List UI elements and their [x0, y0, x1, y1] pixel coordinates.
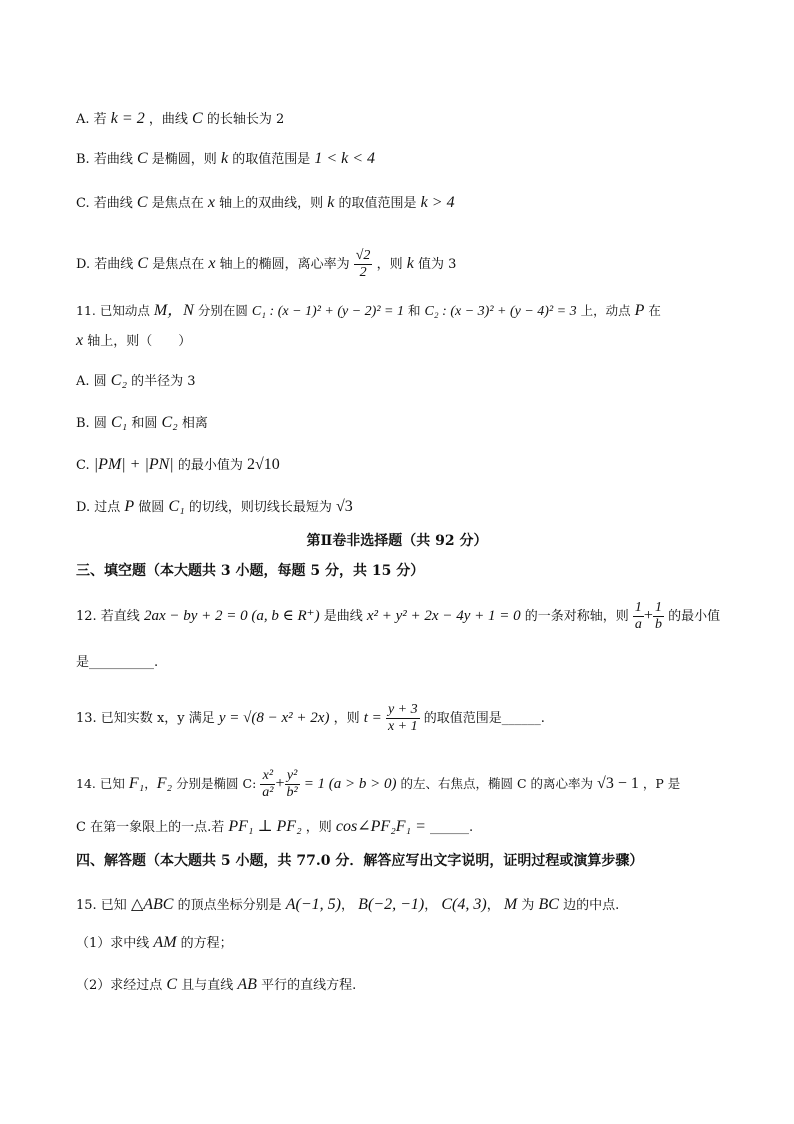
option-d-text3: ，则 — [376, 257, 403, 272]
option-a-text1: ，曲线 — [148, 112, 188, 127]
section-3-title: 三、填空题（本大题共 3 小题，每题 5 分，共 15 分） — [76, 563, 425, 579]
q11-b-math2: C₂ — [161, 414, 178, 431]
option-b-label: B. 若曲线 — [76, 152, 133, 167]
q14-text5: ，则 — [305, 820, 332, 835]
q14-frac-y — [285, 768, 300, 801]
option-c — [76, 194, 455, 213]
q15-part1 — [76, 934, 233, 953]
option-a-math-c: C — [192, 110, 203, 127]
q14-frac1-num: x² — [260, 768, 275, 785]
q11-text1: 分别在圆 — [197, 303, 248, 318]
q15-point-m: M — [503, 896, 518, 913]
q11-a-text: 的半径为 3 — [131, 374, 196, 389]
q15-text3: 边的中点. — [563, 898, 620, 913]
q14-label: 14. 已知 — [76, 776, 125, 791]
q12-text1: 是曲线 — [323, 609, 363, 624]
q14-blank: ______. — [430, 820, 474, 835]
q11-option-d — [76, 498, 353, 517]
option-b-math-c: C — [136, 150, 148, 167]
q12-stem-line1 — [76, 598, 720, 635]
q15-part2-text2: 平行的直线方程. — [261, 978, 357, 993]
q11-c-math: |PM| + |PN| — [93, 456, 174, 473]
q15-point-b: B(−2, −1) — [358, 896, 425, 913]
q11-d-value: √3 — [335, 498, 353, 515]
q15-part2-label: （2）求经过点 — [76, 978, 163, 993]
q12-text2: 的一条对称轴，则 — [524, 609, 629, 624]
q11-d-text1: 做圆 — [138, 500, 165, 515]
q11-a-label: A. 圆 — [76, 374, 107, 389]
option-a — [76, 110, 284, 129]
q11-b-label: B. 圆 — [76, 416, 107, 431]
q11-text3: 在 — [648, 303, 661, 318]
q14-f1: F₁ — [128, 775, 145, 792]
q11-option-a — [76, 372, 196, 391]
q14-text1: 分别是椭圆 C: — [176, 776, 257, 791]
option-b-text2: 的取值范围是 — [232, 152, 311, 167]
q15-part2 — [76, 976, 356, 995]
q13-text1: ，则 — [333, 711, 360, 726]
q11-stem-line2 — [76, 332, 191, 351]
q11-option-b — [76, 414, 208, 433]
q11-d-label: D. 过点 — [76, 500, 121, 515]
q12-frac-1a — [633, 600, 644, 633]
q11-text2: 上，动点 — [580, 303, 631, 318]
q12-plus: + — [643, 607, 653, 624]
q14-eq-rest: = 1 (a > b > 0) — [303, 776, 397, 792]
q14-text2: 的左、右焦点，椭圆 C 的离心率为 — [400, 776, 594, 791]
q11-and: 和 — [407, 303, 421, 318]
q11-d-math1: P — [124, 498, 135, 515]
option-d-frac-num: √2 — [355, 248, 371, 263]
option-d-text1: 是焦点在 — [152, 257, 205, 272]
q11-b-text1: 和圆 — [131, 416, 158, 431]
q11-text4: 轴上，则（ ） — [87, 334, 192, 349]
q12-stem-line2: 是__________. — [76, 655, 159, 670]
q14-frac-x — [260, 768, 275, 801]
q15-part2-math1: C — [166, 976, 178, 993]
option-b — [76, 150, 375, 169]
q13-frac-num: y + 3 — [387, 702, 418, 717]
q14-stem-line2 — [76, 818, 473, 837]
option-d — [76, 246, 456, 283]
q11-c-label: C. — [76, 458, 90, 473]
q14-plus: + — [275, 775, 285, 792]
q15-stem — [76, 896, 619, 915]
option-d-eccentricity — [354, 248, 373, 281]
option-b-math-k: k — [220, 150, 229, 167]
q13-label: 13. 已知实数 x，y 满足 — [76, 711, 215, 726]
option-d-math-k: k — [406, 255, 414, 272]
q15-text2: 为 — [521, 898, 535, 913]
q13-stem — [76, 698, 545, 739]
q11-circle-c1: C₁ : (x − 1)² + (y − 2)² = 1 — [251, 304, 404, 319]
q14-frac2-num: y² — [285, 768, 300, 785]
q14-frac2-den: b² — [286, 785, 298, 800]
option-c-math-x: x — [207, 194, 215, 211]
option-d-frac-den: 2 — [359, 265, 367, 280]
q15-comma: ， — [424, 898, 438, 913]
q12-text3: 的最小值 — [668, 609, 721, 624]
q11-c-text: 的最小值为 — [177, 458, 243, 473]
option-d-text2: 轴上的椭圆，离心率为 — [219, 257, 350, 272]
option-c-math-c: C — [136, 194, 148, 211]
option-c-math-k: k — [327, 194, 335, 211]
q13-t-var: t = — [363, 710, 382, 726]
q13-equation: y = √(8 − x² + 2x) — [218, 710, 330, 726]
q11-b-text2: 相离 — [181, 416, 208, 431]
option-c-text3: 的取值范围是 — [338, 196, 417, 211]
q12-line-equation: 2ax − by + 2 = 0 (a, b ∈ R⁺) — [143, 608, 320, 624]
option-a-text2: 的长轴长为 2 — [206, 112, 285, 127]
q15-point-a: A(−1, 5) — [285, 896, 342, 913]
section-4-title: 四、解答题（本大题共 5 小题，共 77.0 分．解答应写出文字说明，证明过程或演算步骤） — [76, 853, 644, 869]
q15-point-c: C(4, 3) — [441, 896, 487, 913]
q12-curve-equation: x² + y² + 2x − 4y + 1 = 0 — [366, 608, 521, 624]
option-b-range: 1 < k < 4 — [314, 150, 376, 167]
q11-d-text2: 的切线，则切线长最短为 — [188, 500, 332, 515]
option-b-text1: 是椭圆，则 — [151, 152, 217, 167]
option-d-math-c: C — [137, 255, 149, 272]
section-2-title: 第Ⅱ卷非选择题（共 92 分） — [306, 533, 488, 549]
option-d-math-x: x — [208, 255, 216, 272]
q12-label: 12. 若直线 — [76, 609, 140, 624]
q14-perp: PF₁ ⊥ PF₂ — [228, 818, 302, 835]
q12-frac2-den: b — [654, 617, 662, 632]
q11-label: 11. 已知动点 — [76, 303, 150, 318]
option-a-label: A. 若 — [76, 112, 107, 127]
q11-option-c — [76, 456, 280, 475]
q15-part2-text1: 且与直线 — [181, 978, 234, 993]
option-c-range: k > 4 — [420, 194, 455, 211]
q12-frac2-num: 1 — [654, 600, 662, 615]
q15-triangle: △ABC — [130, 896, 174, 913]
q15-label: 15. 已知 — [76, 898, 127, 913]
option-d-label: D. 若曲线 — [76, 257, 134, 272]
q11-math-p: P — [634, 302, 645, 319]
q11-circle-c2: C₂ : (x − 3)² + (y − 4)² = 3 — [424, 304, 577, 319]
q13-frac-den: x + 1 — [387, 719, 418, 734]
q14-cos: cos∠PF₂F₁ = — [335, 818, 426, 835]
q12-frac1-den: a — [634, 617, 642, 632]
q13-fraction — [386, 702, 420, 735]
option-a-math-k: k = 2 — [110, 110, 145, 127]
q15-part1-label: （1）求中线 — [76, 936, 150, 951]
q11-d-math2: C₁ — [168, 498, 185, 515]
q11-a-math: C₂ — [110, 372, 128, 389]
option-c-label: C. 若曲线 — [76, 196, 133, 211]
q15-comma: ， — [486, 898, 500, 913]
option-c-text2: 轴上的双曲线，则 — [219, 196, 324, 211]
q14-eccentricity: √3 − 1 — [597, 775, 639, 792]
q11-math-x: x — [76, 332, 84, 349]
q11-stem-line1 — [76, 302, 661, 321]
option-d-text4: 值为 3 — [417, 257, 457, 272]
q14-frac1-den: a² — [262, 785, 274, 800]
q12-frac1-num: 1 — [634, 600, 642, 615]
q11-b-math1: C₁ — [110, 414, 128, 431]
q13-text2: 的取值范围是______. — [423, 711, 545, 726]
q15-part1-text: 的方程； — [180, 936, 233, 951]
q14-text4: C 在第一象限上的一点.若 — [76, 820, 225, 835]
q11-c-value: 2√10 — [247, 456, 280, 473]
q15-part2-math2: AB — [237, 976, 257, 993]
q14-stem-line1 — [76, 764, 680, 804]
q15-comma: ， — [341, 898, 355, 913]
q12-frac-1b — [653, 600, 664, 633]
q14-text3: ，P 是 — [642, 776, 681, 791]
q14-f2: F₂ — [156, 775, 173, 792]
q15-bc: BC — [538, 896, 559, 913]
q11-math-mn: M，N — [153, 302, 194, 319]
q14-sep: ， — [144, 776, 157, 791]
q15-text1: 的顶点坐标分别是 — [177, 898, 282, 913]
q15-part1-math: AM — [153, 934, 177, 951]
option-c-text1: 是焦点在 — [151, 196, 204, 211]
